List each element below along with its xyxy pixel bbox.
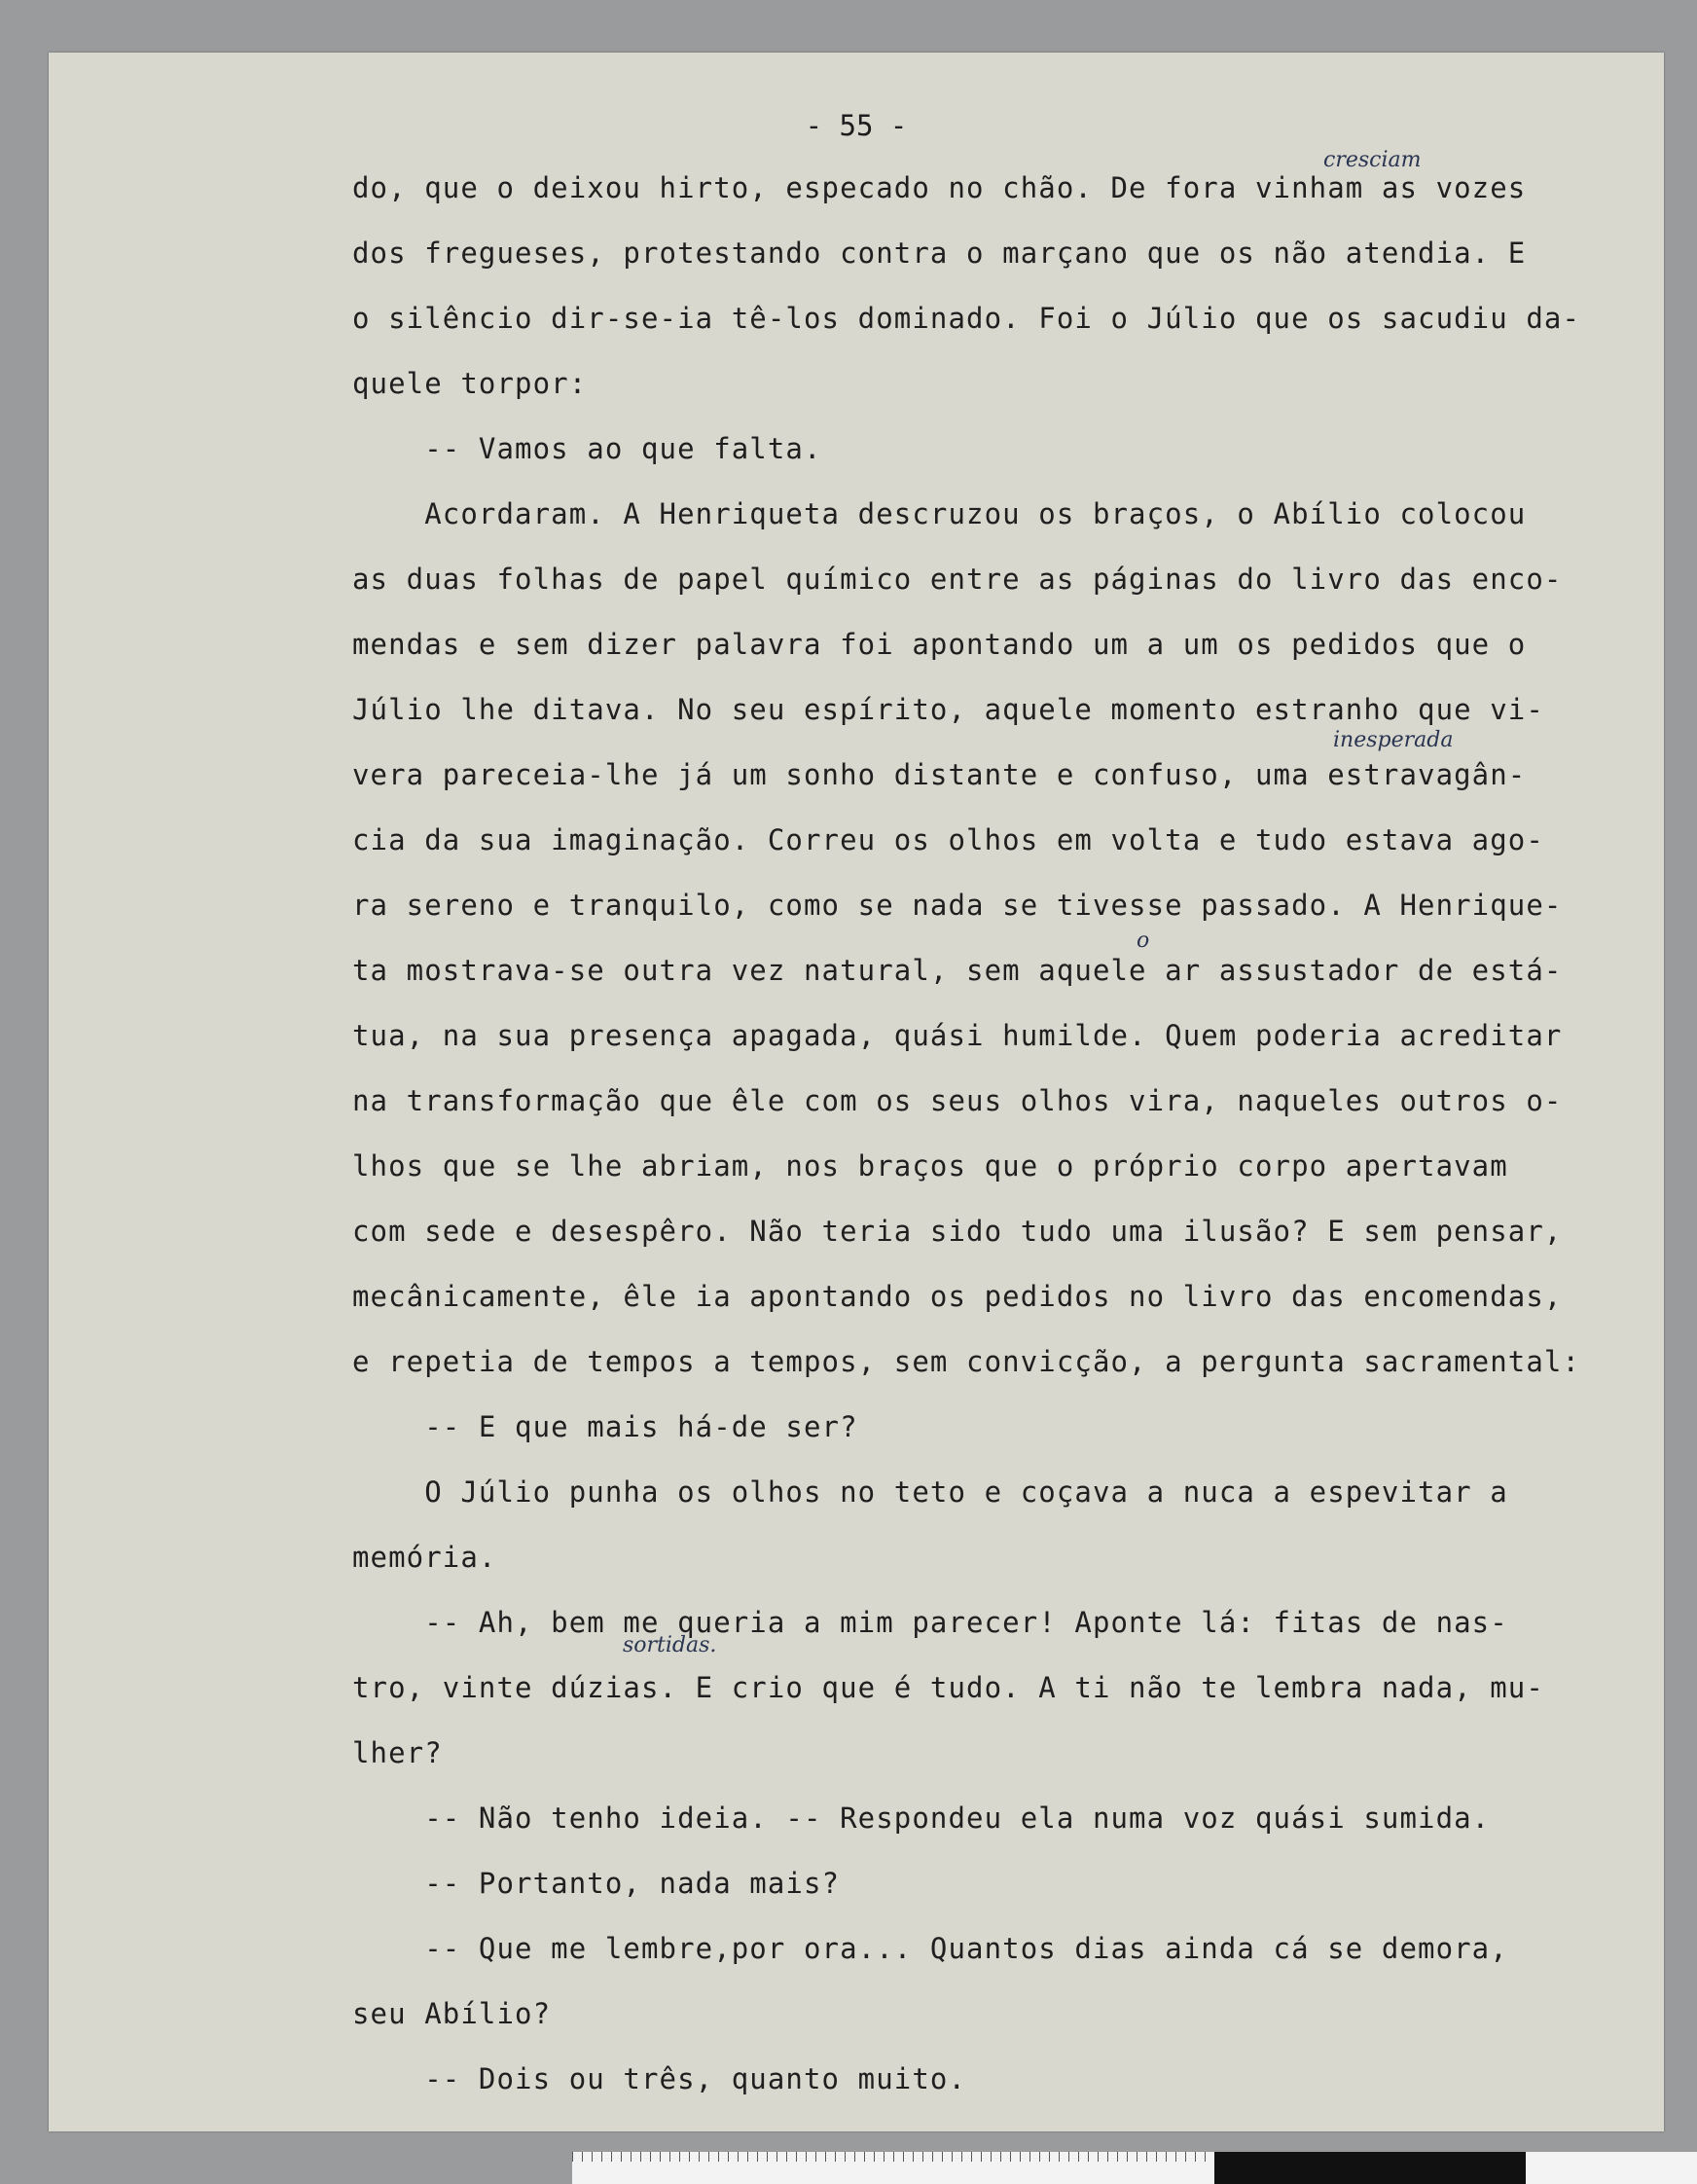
text-line: vera pareceia-lhe já um sonho distante e confuso, uma estravagân- xyxy=(352,758,1527,791)
text-line: memória. xyxy=(352,1541,497,1574)
text-line: -- Não tenho ideia. -- Respondeu ela numa voz quási sumida. xyxy=(352,1802,1491,1835)
page-number: - 55 - xyxy=(805,109,908,142)
handwritten-annotation: o xyxy=(1137,928,1150,953)
text-line: mecânicamente, êle ia apontando os pedidos no livro das encomendas, xyxy=(352,1280,1563,1313)
text-line: -- Dois ou três, quanto muito. xyxy=(352,2062,967,2095)
ruler-black-segment xyxy=(1214,2152,1526,2184)
text-line: seu Abílio? xyxy=(352,1997,552,2030)
text-line: do, que o deixou hirto, especado no chão. De fora vinham as vozes xyxy=(352,171,1527,204)
text-line: quele torpor: xyxy=(352,367,588,400)
text-line: cia da sua imaginação. Correu os olhos em volta e tudo estava ago- xyxy=(352,823,1544,856)
handwritten-annotation: cresciam xyxy=(1323,148,1422,172)
text-line: -- Portanto, nada mais? xyxy=(352,1867,841,1900)
text-line: -- Vamos ao que falta. xyxy=(352,432,822,465)
text-line: ta mostrava-se outra vez natural, sem aquele ar assustador de está- xyxy=(352,954,1563,987)
text-line: -- Ah, bem me queria a mim parecer! Aponte lá: fitas de nas- xyxy=(352,1606,1508,1639)
text-line: Acordaram. A Henriqueta descruzou os braços, o Abílio colocou xyxy=(352,497,1527,530)
text-line: -- E que mais há-de ser? xyxy=(352,1410,858,1443)
scale-ruler xyxy=(572,2152,1697,2184)
text-line: -- Que me lembre,por ora... Quantos dias ainda cá se demora, xyxy=(352,1932,1508,1965)
typescript-page xyxy=(49,53,1664,2131)
text-line: Júlio lhe ditava. No seu espírito, aquele momento estranho que vi- xyxy=(352,693,1544,726)
text-line: lhos que se lhe abriam, nos braços que o próprio corpo apertavam xyxy=(352,1149,1508,1183)
handwritten-annotation: inesperada xyxy=(1333,728,1454,752)
text-line: mendas e sem dizer palavra foi apontando um a um os pedidos que o xyxy=(352,628,1527,661)
ruler-white-segment xyxy=(1526,2152,1697,2184)
text-line: com sede e desespêro. Não teria sido tudo uma ilusão? E sem pensar, xyxy=(352,1215,1563,1248)
ruler-white-segment xyxy=(572,2152,1214,2184)
text-line: lher? xyxy=(352,1736,443,1769)
text-line: tua, na sua presença apagada, quási humilde. Quem poderia acreditar xyxy=(352,1019,1563,1052)
text-line: ra sereno e tranquilo, como se nada se tivesse passado. A Henrique- xyxy=(352,889,1563,922)
text-line: O Júlio punha os olhos no teto e coçava a nuca a espevitar a xyxy=(352,1475,1508,1509)
text-line: o silêncio dir-se-ia tê-los dominado. Foi o Júlio que os sacudiu da- xyxy=(352,302,1581,335)
text-line: tro, vinte dúzias. E crio que é tudo. A ti não te lembra nada, mu- xyxy=(352,1671,1544,1704)
text-line: e repetia de tempos a tempos, sem convicção, a pergunta sacramental: xyxy=(352,1345,1581,1378)
text-line: na transformação que êle com os seus olhos vira, naqueles outros o- xyxy=(352,1084,1563,1117)
text-line: as duas folhas de papel químico entre as páginas do livro das enco- xyxy=(352,563,1563,596)
handwritten-annotation: sortidas. xyxy=(623,1633,717,1657)
text-line: dos fregueses, protestando contra o marçano que os não atendia. E xyxy=(352,237,1527,270)
